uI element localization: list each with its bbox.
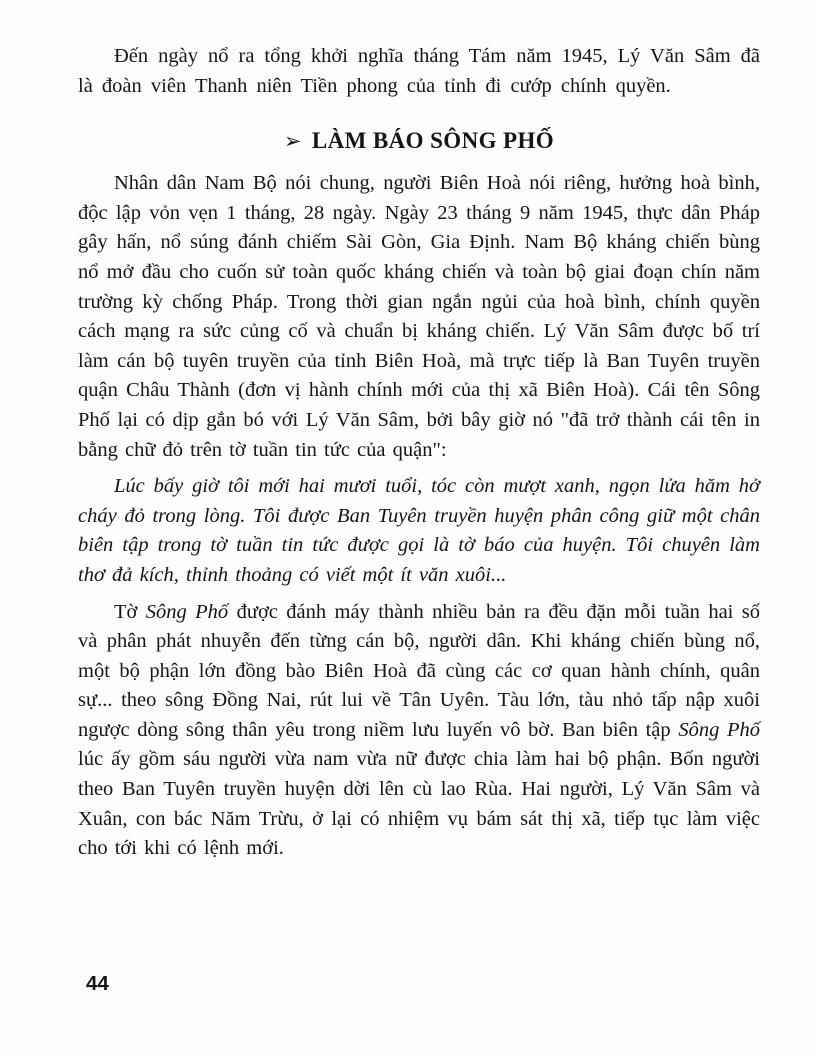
text-segment: Sông Phố (145, 600, 229, 623)
section-title: LÀM BÁO SÔNG PHỐ (311, 128, 555, 154)
page-content (78, 42, 760, 864)
paragraph-intro (78, 42, 760, 101)
text-segment: Tờ (114, 600, 146, 623)
text-segment: Nhân dân Nam Bộ nói chung, người Biên Hoà nói riêng, hưởng hoà bình, độc lập vỏn vẹn 1 tháng, 28 ngày. Ngày 23 tháng 9 năm 1945, thực dân Pháp gây hấn, nổ súng đánh chiếm Sài Gòn, Gia Định. Nam Bộ kháng chiến bùng nổ mở đầu cho cuốn sử toàn quốc kháng chiến và toàn bộ giai đoạn chín năm trường kỳ chống Pháp. Trong thời gian ngắn ngủi của hoà bình, chính quyền cách mạng ra sức củng cố và chuẩn bị kháng chiến. Lý Văn Sâm được bố trí làm cán bộ tuyên truyền của tỉnh Biên Hoà, mà trực tiếp là Ban Tuyên truyền quận Châu Thành (đơn vị hành chính mới của thị xã Biên Hoà). Cái tên Sông Phố lại có dịp gắn bó với Lý Văn Sâm, bởi bây giờ nó "đã trở thành cái tên in bằng chữ đỏ trên tờ tuần tin tức của quận": (78, 172, 760, 461)
paragraph-body-1 (78, 169, 760, 465)
page-number: 44 (86, 972, 109, 995)
arrow-bullet-icon: ➢ (283, 129, 302, 154)
paragraph-body-2 (78, 598, 760, 864)
section-heading (78, 126, 760, 156)
text-segment: Lúc bấy giờ tôi mới hai mươi tuổi, tóc còn mượt xanh, ngọn lửa hăm hở cháy đỏ trong lòng. Tôi được Ban Tuyên truyền huyện phân công giữ một chân biên tập trong tờ tuần tin tức được gọi là tờ báo của huyện. Tôi chuyên làm thơ đả kích, thỉnh thoảng có viết một ít văn xuôi... (78, 475, 760, 586)
text-segment: được đánh máy thành nhiều bản ra đều đặn mỗi tuần hai số và phân phát nhuyễn đến từng cán bộ, người dân. Khi kháng chiến bùng nổ, một bộ phận lớn đồng bào Biên Hoà đã cùng các cơ quan hành chính, quân sự... theo sông Đồng Nai, rút lui về Tân Uyên. Tàu lớn, tàu nhỏ tấp nập xuôi ngược dòng sông thân yêu trong niềm lưu luyến vô bờ. Ban biên tập (78, 600, 760, 741)
paragraph-quote (78, 472, 760, 590)
text-segment: Sông Phố (678, 718, 760, 741)
text-segment: lúc ấy gồm sáu người vừa nam vừa nữ được chia làm hai bộ phận. Bốn người theo Ban Tuyên truyền huyện dời lên cù lao Rùa. Hai người, Lý Văn Sâm và Xuân, con bác Năm Trừu, ở lại có nhiệm vụ bám sát thị xã, tiếp tục làm việc cho tới khi có lệnh mới. (78, 748, 760, 860)
text-segment: Đến ngày nổ ra tổng khởi nghĩa tháng Tám năm 1945, Lý Văn Sâm đã là đoàn viên Thanh niên Tiền phong của tỉnh đi cướp chính quyền. (78, 45, 760, 97)
